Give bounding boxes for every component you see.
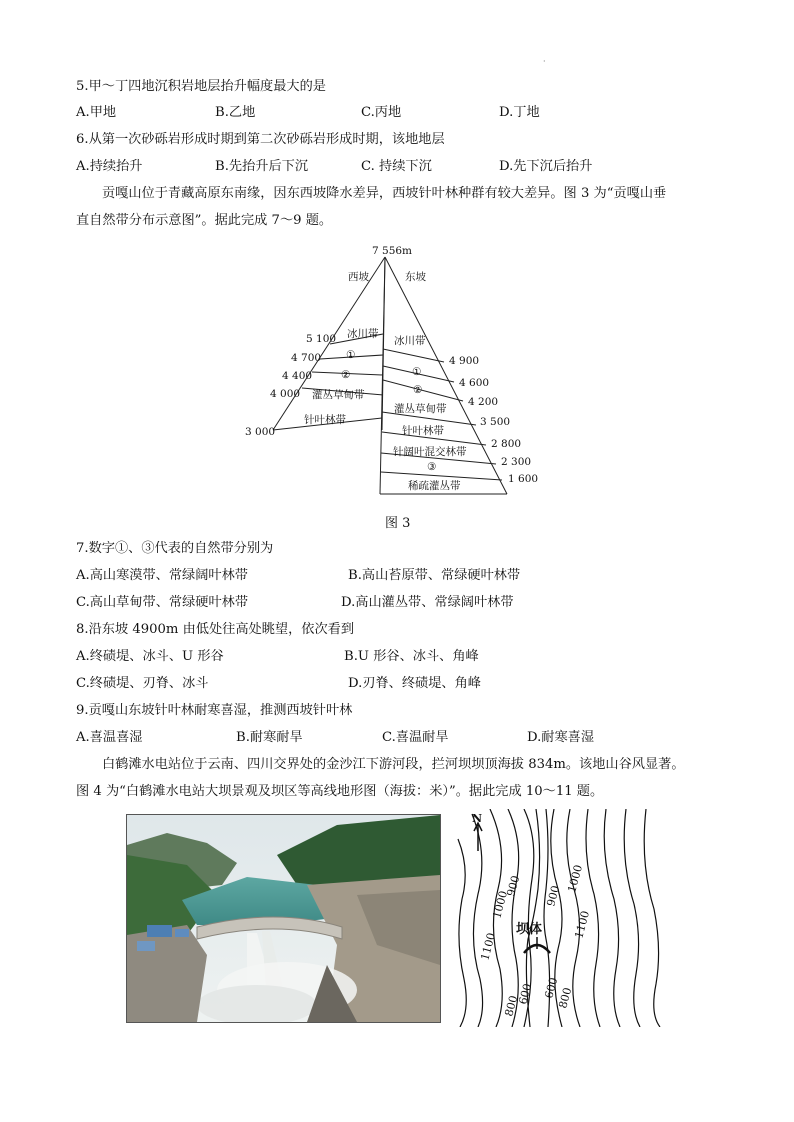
east-zone-shrub-meadow: 灌丛草甸带	[394, 403, 447, 415]
west-elevation-5100: 5 100	[306, 333, 337, 345]
east-zone-sparse-shrub: 稀疏灌丛带	[408, 480, 461, 492]
q7-stem: 7.数字①、③代表的自然带分别为	[76, 541, 274, 556]
figure-3-diagram	[240, 240, 560, 510]
east-elevation-2800: 2 800	[491, 438, 522, 450]
figure-3-caption: 图 3	[385, 516, 411, 531]
q8-option-c[interactable]: C.终碛堤、刃脊、冰斗	[76, 676, 209, 691]
west-zone-glacier: 冰川带	[347, 328, 379, 340]
q6-option-b[interactable]: B.先抬升后下沉	[215, 159, 309, 174]
east-zone-3: ③	[427, 461, 437, 473]
q5-option-a[interactable]: A.甲地	[76, 105, 117, 120]
contour-label-800-right: 800	[556, 986, 575, 1010]
q6-stem: 6.从第一次砂砾岩形成时期到第二次砂砾岩形成时期，该地地层	[76, 132, 445, 147]
intro1-line2: 直自然带分布示意图”。据此完成 7～9 题。	[76, 213, 333, 228]
contour-label-1000-right: 1000	[565, 863, 586, 894]
contour-label-900-left: 900	[504, 874, 523, 898]
east-zone-mixed-forest: 针阔叶混交林带	[393, 446, 467, 458]
q8-option-b[interactable]: B.U 形谷、冰斗、角峰	[344, 649, 479, 664]
east-elevation-1600: 1 600	[508, 473, 539, 485]
q7-option-a[interactable]: A.高山寒漠带、常绿阔叶林带	[76, 568, 248, 583]
q9-option-c[interactable]: C.喜温耐旱	[382, 730, 449, 745]
contour-label-900-right: 900	[544, 884, 563, 908]
west-zone-shrub-meadow: 灌丛草甸带	[312, 389, 365, 401]
dam-contour-map	[450, 809, 674, 1027]
q6-option-c[interactable]: C. 持续下沉	[361, 159, 432, 174]
east-elevation-2300: 2 300	[501, 456, 532, 468]
q9-stem: 9.贡嘎山东坡针叶林耐寒喜湿，推测西坡针叶林	[76, 703, 353, 718]
q7-option-d[interactable]: D.高山灌丛带、常绿阔叶林带	[341, 595, 514, 610]
east-elevation-4200: 4 200	[468, 396, 499, 408]
intro2-line2: 图 4 为“白鹤滩水电站大坝景观及坝区等高线地形图（海拔：米）”。据此完成 10～11 题。	[76, 784, 604, 799]
intro2-line1: 白鹤滩水电站位于云南、四川交界处的金沙江下游河段，拦河坝坝顶海拔 834m。该地山谷风显著。	[102, 757, 685, 772]
north-indicator-label: N	[472, 812, 483, 825]
q5-stem: 5.甲～丁四地沉积岩地层抬升幅度最大的是	[76, 79, 326, 94]
contour-label-600-right: 600	[542, 976, 561, 1000]
dam-photo	[126, 814, 441, 1023]
q5-option-d[interactable]: D.丁地	[499, 105, 540, 120]
peak-elevation-label: 7 556m	[372, 245, 413, 257]
west-zone-2: ②	[341, 369, 351, 381]
east-zone-conifer: 针叶林带	[402, 425, 444, 437]
west-zone-1: ①	[346, 349, 356, 361]
east-elevation-4900: 4 900	[449, 355, 480, 367]
contour-label-1100-right: 1100	[572, 909, 593, 940]
q6-option-d[interactable]: D.先下沉后抬升	[499, 159, 593, 174]
q8-option-a[interactable]: A.终碛堤、冰斗、U 形谷	[76, 649, 224, 664]
west-elevation-4000: 4 000	[270, 388, 301, 400]
west-slope-label: 西坡	[348, 271, 369, 283]
q7-option-c[interactable]: C.高山草甸带、常绿硬叶林带	[76, 595, 249, 610]
q6-option-a[interactable]: A.持续抬升	[76, 159, 143, 174]
intro1-line1: 贡嘎山位于青藏高原东南缘，因东西坡降水差异，西坡针叶林种群有较大差异。图 3 为“贡嘎山垂	[102, 186, 667, 201]
contour-label-1100-left: 1100	[478, 931, 499, 962]
east-zone-2: ②	[413, 384, 423, 396]
west-elevation-3000: 3 000	[245, 426, 276, 438]
q8-option-d[interactable]: D.刃脊、终碛堤、角峰	[348, 676, 481, 691]
page-mark: ·	[543, 57, 546, 66]
east-elevation-4600: 4 600	[459, 377, 490, 389]
west-elevation-4700: 4 700	[291, 352, 322, 364]
contour-label-1000-left: 1000	[490, 889, 511, 920]
east-zone-1: ①	[412, 366, 422, 378]
east-zone-glacier: 冰川带	[394, 335, 426, 347]
west-elevation-4400: 4 400	[282, 370, 313, 382]
q9-option-a[interactable]: A.喜温喜湿	[76, 730, 143, 745]
q8-stem: 8.沿东坡 4900m 由低处往高处眺望，依次看到	[76, 622, 355, 637]
west-zone-conifer: 针叶林带	[304, 414, 346, 426]
dam-body-label: 坝体	[516, 922, 543, 937]
contour-label-600-left: 600	[516, 982, 535, 1006]
q9-option-b[interactable]: B.耐寒耐旱	[236, 730, 303, 745]
contour-label-800-left: 800	[502, 994, 521, 1018]
east-slope-label: 东坡	[405, 271, 426, 283]
q5-option-c[interactable]: C.丙地	[361, 105, 402, 120]
q5-option-b[interactable]: B.乙地	[215, 105, 256, 120]
q9-option-d[interactable]: D.耐寒喜湿	[527, 730, 595, 745]
q7-option-b[interactable]: B.高山苔原带、常绿硬叶林带	[348, 568, 521, 583]
east-elevation-3500: 3 500	[480, 416, 511, 428]
